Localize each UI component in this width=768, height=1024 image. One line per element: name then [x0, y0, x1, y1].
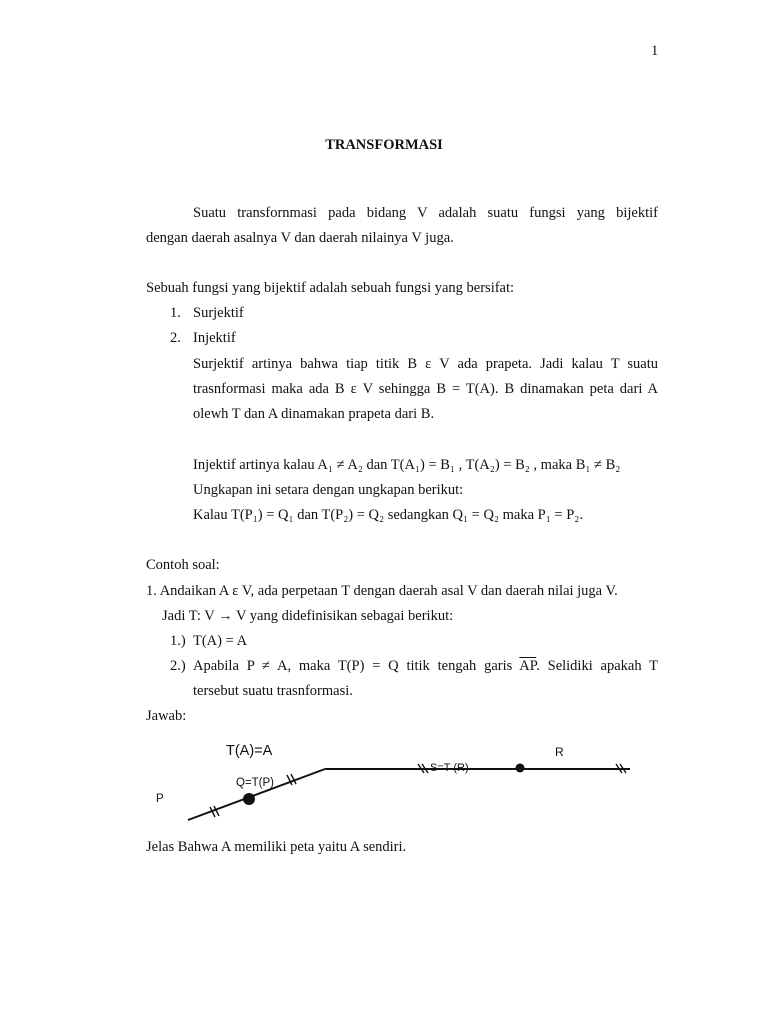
example-item-1-text: T(A) = A [193, 633, 248, 649]
example-line-2: Jadi T: V → V yang didefinisikan sebagai berikut: [162, 608, 454, 624]
conclusion: Jelas Bahwa A memiliki peta yaitu A sendiri. [146, 839, 407, 855]
example-item-2-continuation: tersebut suatu trasnformasi. [193, 683, 353, 699]
segment-ap: $\overline{AP}$ [519, 658, 537, 674]
point-s [516, 764, 525, 773]
bijective-intro: Sebuah fungsi yang bijektif adalah sebuah fungsi yang bersifat: [146, 280, 515, 296]
label-s: S=T (R) [430, 762, 469, 774]
surjektif-line-1: Surjektif artinya bahwa tiap titik B ε V ada prapeta. Jadi kalau T suatu [193, 356, 658, 372]
example-item-2-after: . Selidiki apakah T [536, 658, 658, 674]
example-heading: Contoh soal: [146, 557, 220, 573]
surjektif-line-2: trasnformasi maka ada B ε V sehingga B = T(A). B dinamakan peta dari A [193, 381, 658, 397]
label-ta: T(A)=A [226, 743, 273, 759]
property-2-number: 2. [170, 330, 181, 346]
label-q: Q=T(P) [236, 777, 275, 789]
example-item-2-before: Apabila P ≠ A, maka T(P) = Q titik tengah garis [193, 658, 513, 674]
page-title: TRANSFORMASI [325, 137, 443, 153]
example-line-1: 1. Andaikan A ε V, ada perpetaan T dengan daerah asal V dan daerah nilai juga V. [146, 583, 618, 599]
label-p: P [156, 793, 164, 805]
example-item-2-number: 2.) [170, 658, 186, 674]
property-2-label: Injektif [193, 330, 236, 346]
injektif-line-2: Ungkapan ini setara dengan ungkapan berikut: [193, 482, 464, 498]
injektif-line-1: Injektif artinya kalau A₁ ≠ A₂ dan T(A₁) = B₁ , T(A₂) = B₂ , maka B₁ ≠ B₂ [193, 457, 621, 473]
property-1-number: 1. [170, 305, 181, 321]
label-r: R [555, 745, 564, 759]
tick-marks [210, 764, 626, 817]
injektif-line-3: Kalau T(P₁) = Q₁ dan T(P₂) = Q₂ sedangkan Q₁ = Q₂ maka P₁ = P₂. [193, 507, 583, 523]
surjektif-line-3: olewh T dan A dinamakan prapeta dari B. [193, 406, 435, 422]
page-number: 1 [651, 43, 659, 59]
intro-line-1: Suatu transfornmasi pada bidang V adalah suatu fungsi yang bijektif [193, 205, 658, 221]
example-item-1-number: 1.) [170, 633, 186, 649]
intro-line-2: dengan daerah asalnya V dan daerah nilainya V juga. [146, 230, 454, 246]
property-1-label: Surjektif [193, 305, 244, 321]
point-q [243, 793, 255, 805]
answer-label: Jawab: [146, 708, 187, 724]
